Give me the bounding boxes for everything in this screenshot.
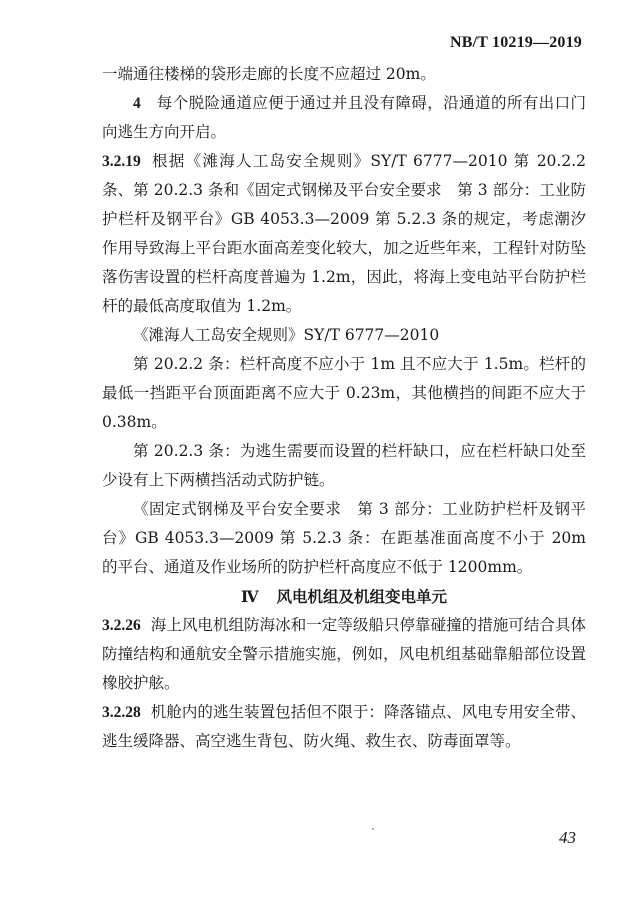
clause-3-2-28 (102, 698, 586, 756)
section-heading-text: 风电机组及机组变电单元 (276, 587, 448, 606)
clause-text: 海上风电机组防海冰和一定等级船只停靠碰撞的措施可结合具体防撞结构和通航安全警示措施实施，例如，风电机组基础靠船部位设置橡胶护舷。 (102, 616, 586, 692)
clause-text: 根据《滩海人工岛安全规则》SY/T 6777—2010 第 20.2.2 条、第 20.2.3 条和《固定式钢梯及平台安全要求 第 3 部分：工业防护栏杆及钢平台》GB 4053.3—2009 第 5.2.3 条的规定，考虑潮汐作用导致海上平台距水面高差变化较大，加之近些年来，工程针对防坠落伤害设置的栏杆高度普遍为 1.2m，因此，将海上变电站平台防护栏杆的最低高度取值为 1.2m。 (102, 152, 586, 315)
paragraph-article-20-2-2: 第 20.2.2 条：栏杆高度不应小于 1m 且不应大于 1.5m。栏杆的最低一挡距平台顶面距离不应大于 0.23m，其他横挡的间距不应大于 0.38m。 (102, 355, 586, 431)
clause-3-2-26 (102, 611, 586, 698)
item-number: 4 (133, 95, 141, 112)
section-heading (102, 582, 586, 611)
paragraph-gb-4053: 《固定式钢梯及平台安全要求 第 3 部分：工业防护栏杆及钢平台》GB 4053.3—2009 第 5.2.3 条：在距基准面高度不小于 20m 的平台、通道及作业场所的防护栏杆高度应不低于 1200mm。 (102, 500, 586, 576)
standard-code-header: NB/T 10219—2019 (449, 34, 582, 51)
scan-speck (372, 828, 374, 830)
paragraph-article-20-2-3: 第 20.2.3 条：为逃生需要而设置的栏杆缺口，应在栏杆缺口处至少设有上下两横挡活动式防护链。 (102, 442, 586, 489)
clause-number: 3.2.26 (102, 617, 141, 634)
section-roman-numeral: Ⅳ (240, 587, 259, 606)
page-number: 43 (559, 828, 576, 847)
body-text (102, 60, 586, 756)
clause-3-2-19 (102, 147, 586, 321)
paragraph-item-4 (102, 89, 586, 147)
clause-number: 3.2.19 (102, 153, 141, 170)
clause-number: 3.2.28 (102, 704, 141, 721)
paragraph-continuation: 一端通往楼梯的袋形走廊的长度不应超过 20m。 (102, 65, 436, 83)
item-text: 每个脱险通道应便于通过并且没有障碍，沿通道的所有出口门向逃生方向开启。 (102, 94, 586, 141)
clause-text: 机舱内的逃生装置包括但不限于：降落锚点、风电专用安全带、逃生缓降器、高空逃生背包、防火绳、救生衣、防毒面罩等。 (102, 703, 586, 750)
paragraph-reference-title: 《滩海人工岛安全规则》SY/T 6777—2010 (133, 326, 440, 344)
